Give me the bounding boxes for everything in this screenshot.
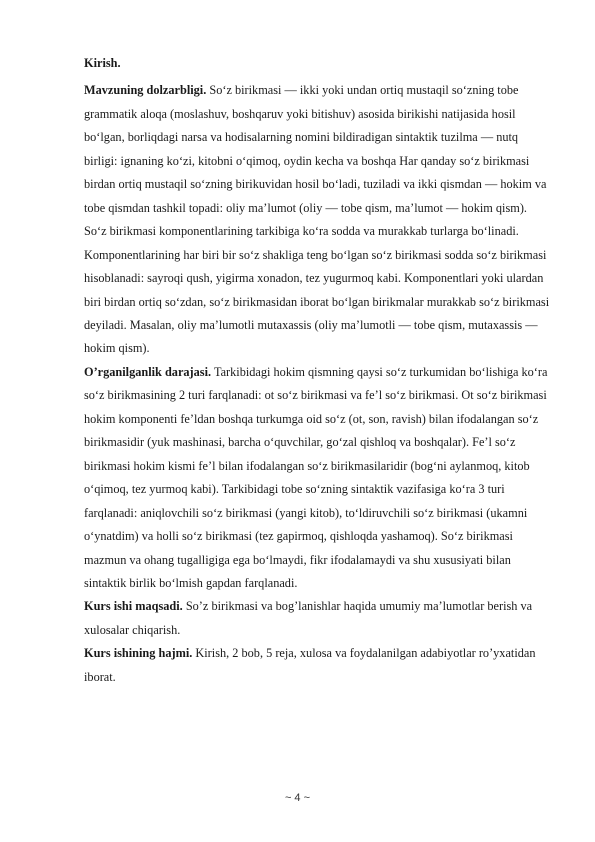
section-heading: Kirish.: [84, 56, 121, 70]
goal-text: So’z birikmasi va bog’lanishlar haqida umumiy ma’lumotlar berish va xulosalar chiqarish.: [84, 599, 533, 637]
scope-label: Kurs ishining hajmi.: [84, 646, 193, 661]
page-number: ~ 4 ~: [284, 792, 311, 804]
goal-label: Kurs ishi maqsadi.: [84, 599, 183, 614]
paragraph-scope: [84, 642, 554, 689]
paragraph-study-level: [84, 361, 554, 596]
relevance-label: Mavzuning dolzarbligi.: [84, 83, 207, 98]
scope-text: Kirish, 2 bob, 5 reja, xulosa va foydalanilgan adabiyotlar ro’yxatidan iborat.: [84, 646, 536, 684]
components-text: So‘z birikmasi komponentlarining tarkibiga ko‘ra sodda va murakkab turlarga bo‘linadi. Komponentlarining har biri bir so‘z shakliga teng bo‘lgan so‘z birikmasi sodda so‘z birikmasi hisoblanadi: sayroqi qush, yigirma xonadon, tez yugurmoq kabi. Komponentlari yoki ulardan biri birdan ortiq so‘zdan, so‘z birikmasidan iborat bo‘lgan birikmalar murakkab so‘z birikmasi deyiladi. Masalan, oliy ma’lumotli mutaxassis (oliy ma’lumotli — tobe qism, mutaxassis — hokim qism).: [84, 224, 550, 356]
study-level-text: Tarkibidagi hokim qismning qaysi so‘z turkumidan bo‘lishiga ko‘ra so‘z birikmasining 2 turi farqlanadi: ot so‘z birikmasi va fe’l so‘z birikmasi. Ot so‘z birikmasi hokim komponenti fe’ldan boshqa turkumga oid so‘z (ot, son, ravish) bilan ifodalangan so‘z birikmasidir (yuk mashinasi, barcha o‘quvchilar, go‘zal qishloq va boshqalar). Fe’l so‘z birikmasi hokim kismi fe’l bilan ifodalangan so‘z birikmasilaridir (bog‘ni aylanmoq, kitob o‘qimoq, tez yurmoq kabi). Tarkibidagi tobe so‘zning sintaktik vazifasiga ko‘ra 3 turi farqlanadi: aniqlovchili so‘z birikmasi (yangi kitob), to‘ldiruvchili so‘z birikmasi (ukamni o‘ynatdim) va holli so‘z birikmasi (tez gapirmoq, qishloqda yashamoq). So‘z birikmasi mazmun va ohang tugalligiga ega bo‘lmaydi, fikr ifodalamaydi va shu xususiyati bilan sintaktik birlik bo‘lmish gapdan farqlanadi.: [84, 364, 548, 590]
paragraph-goal: [84, 595, 554, 642]
paragraph-components: [84, 220, 554, 361]
paragraph-relevance: [84, 79, 554, 220]
study-level-label: O’rganilganlik darajasi.: [84, 364, 212, 379]
document-body: [84, 52, 554, 689]
relevance-text: So‘z birikmasi — ikki yoki undan ortiq mustaqil so‘zning tobe grammatik aloqa (moslashuv, boshqaruv yoki bitishuv) asosida birikishi natijasida hosil bo‘lgan, borliqdagi narsa va hodisalarning nomini bildiradigan sintaktik tuzilma — nutq birligi: ignaning ko‘zi, kitobni o‘qimoq, oydin kecha va boshqa Har qanday so‘z birikmasi birdan ortiq mustaqil so‘zning birikuvidan hosil bo‘ladi, tuziladi va ikki qismdan — hokim va tobe qismdan tashkil topadi: oliy ma’lumot (oliy — tobe qism, ma’lumot — hokim qism).: [84, 83, 547, 215]
